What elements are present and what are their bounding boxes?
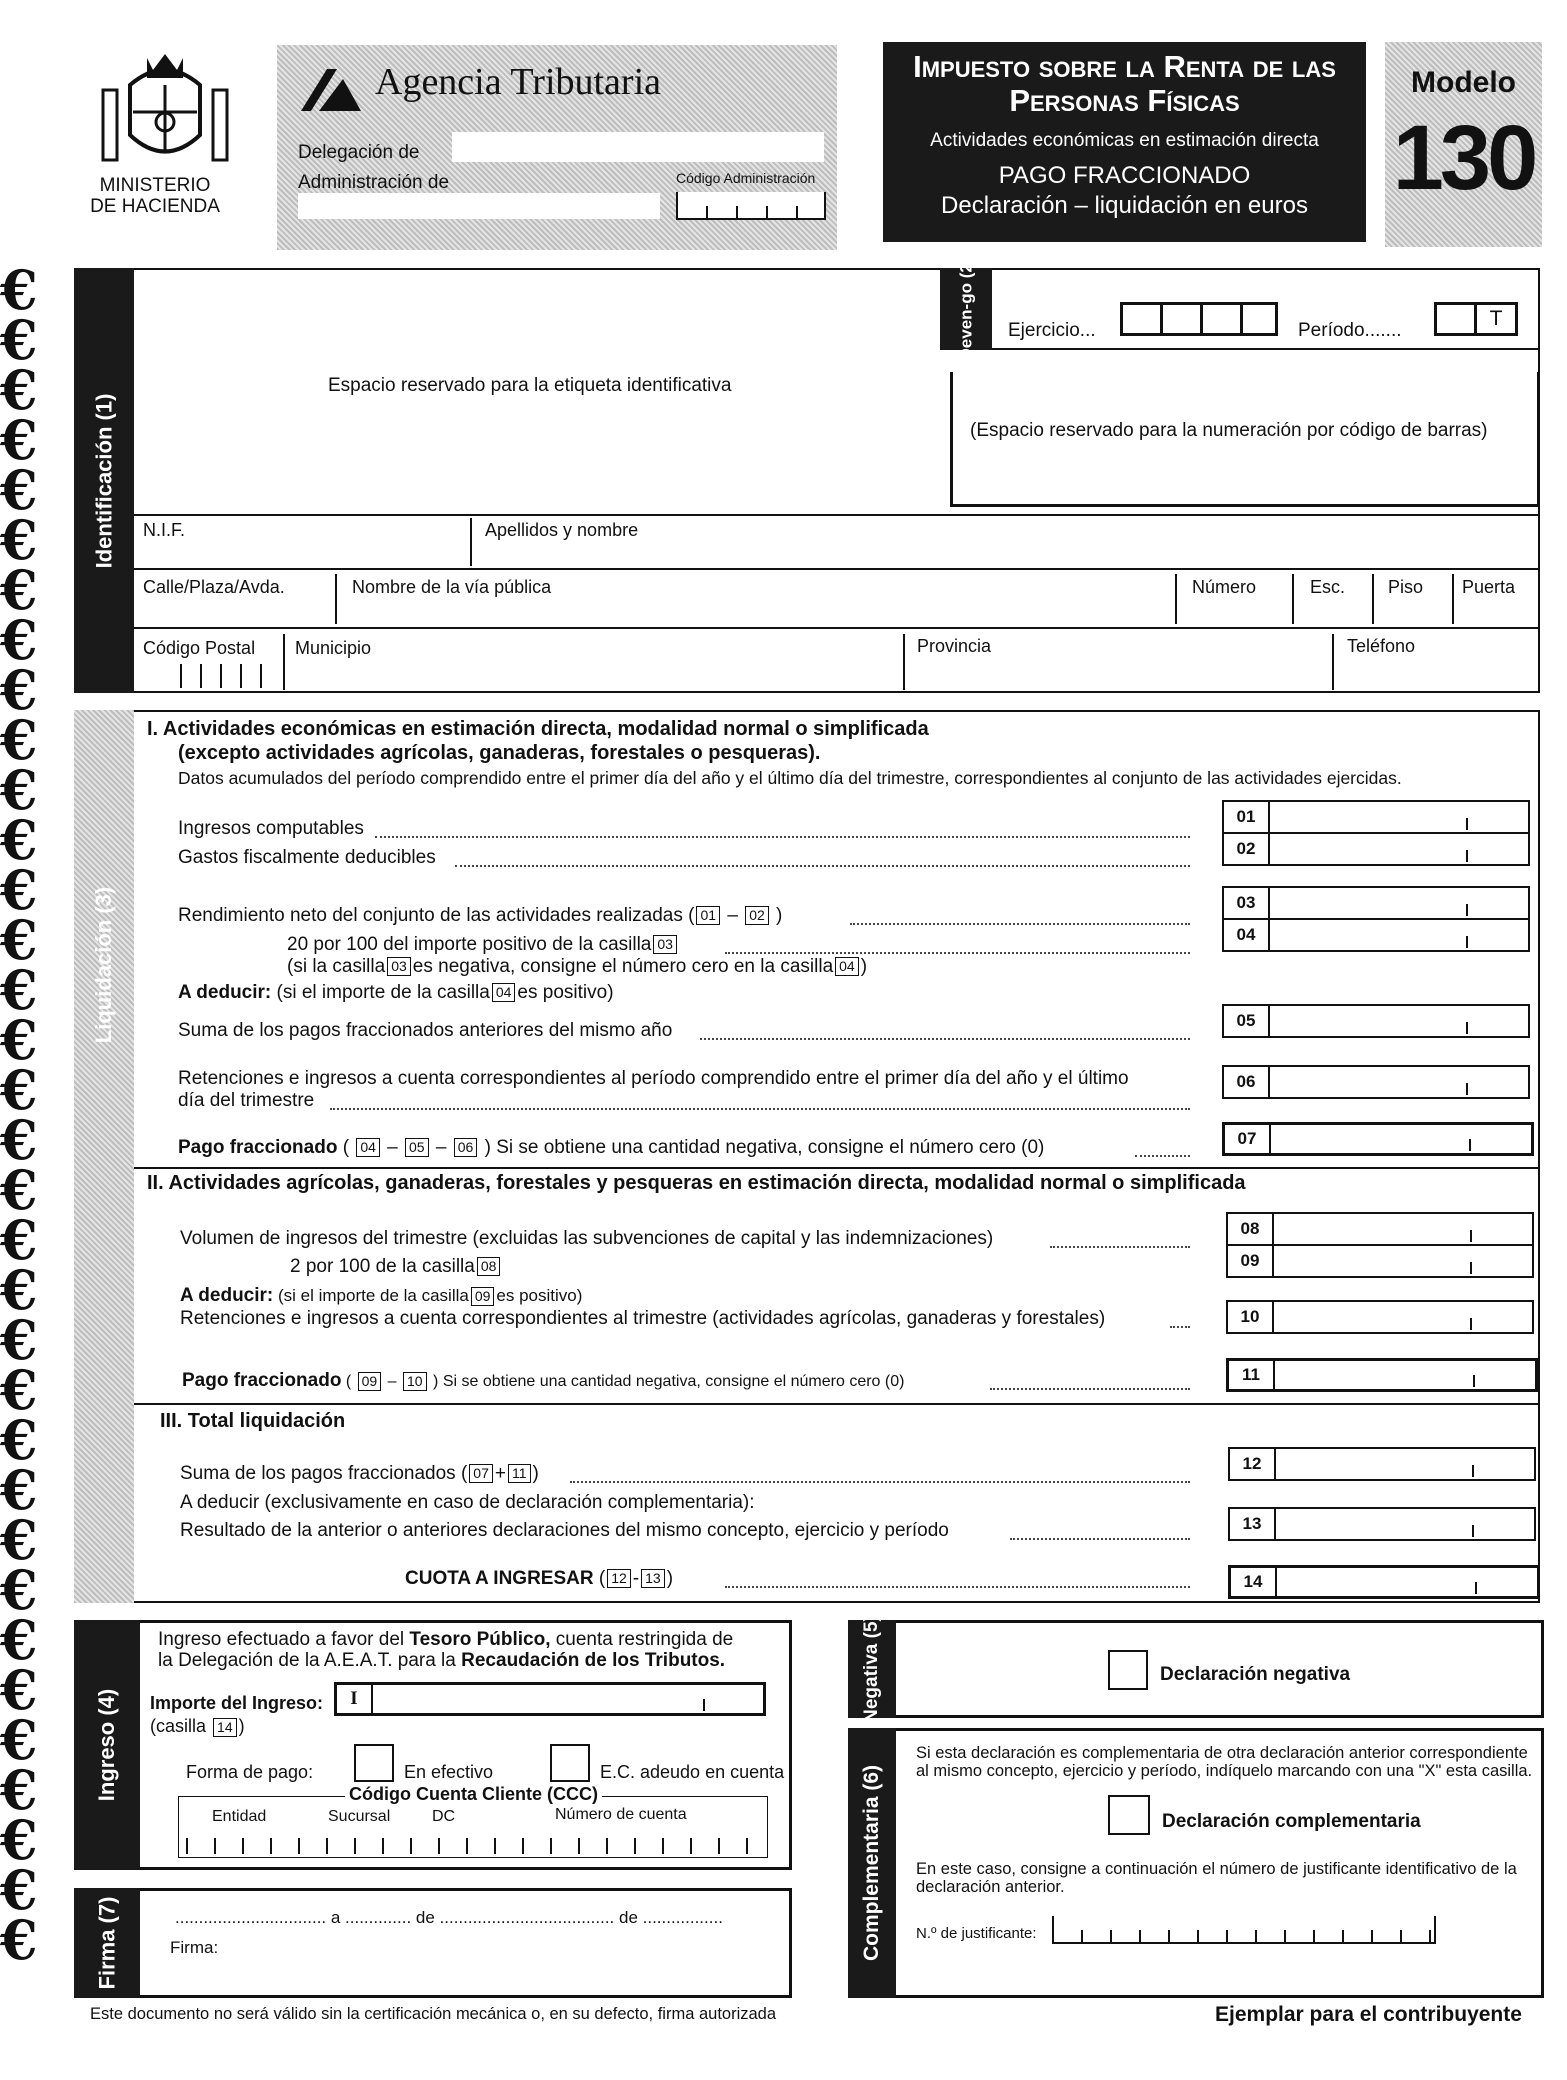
- retenciones-label-1: Retenciones e ingresos a cuenta correspondientes al período comprendido entre el primer día del año y el último: [178, 1068, 1129, 1089]
- complementaria-text: Si esta declaración es complementaria de otra declaración anterior correspondiente al mismo concepto, ejercicio y período, indíquelo marcando con una "X" esta casilla.: [916, 1744, 1533, 1780]
- title-pago: PAGO FRACCIONADO: [998, 162, 1251, 189]
- efectivo-checkbox[interactable]: [354, 1744, 394, 1782]
- ident-line-2: [134, 568, 1540, 570]
- apellidos-label: Apellidos y nombre: [485, 520, 639, 540]
- modelo-label: Modelo: [1411, 66, 1516, 99]
- ejercicio-label: Ejercicio...: [1008, 320, 1096, 341]
- liquidacion-side-label: Liquidación (3): [91, 886, 117, 1044]
- resultado-dots: [1010, 1538, 1190, 1540]
- section-1-title: I. Actividades económicas en estimación directa, modalidad normal o simplificada: [147, 718, 929, 740]
- esc-label: Esc.: [1310, 577, 1346, 597]
- firma-fecha[interactable]: ................................ a .............. de ..................................... de .................: [175, 1908, 723, 1927]
- ident-line-3: [134, 627, 1540, 629]
- cp-field[interactable]: [162, 664, 262, 688]
- casilla-05[interactable]: 05: [1222, 1004, 1530, 1038]
- importe-field[interactable]: [334, 1682, 766, 1716]
- numero-label: Número: [1192, 577, 1257, 597]
- casilla-11[interactable]: 11: [1226, 1358, 1538, 1392]
- casilla-13[interactable]: 13: [1228, 1507, 1536, 1541]
- ingreso-side: Ingreso (4): [74, 1620, 140, 1870]
- firma-side: Firma (7): [74, 1888, 140, 1998]
- etiqueta-text: Espacio reservado para la etiqueta identificativa: [328, 375, 732, 396]
- complementaria-checkbox[interactable]: [1108, 1795, 1150, 1835]
- cuota-dots: [725, 1586, 1190, 1588]
- via-label: Nombre de la vía pública: [352, 577, 552, 597]
- suma-prev-dots: [700, 1038, 1190, 1040]
- footer-copy: Ejemplar para el contribuyente: [1215, 2003, 1522, 2026]
- casilla-12[interactable]: 12: [1228, 1447, 1536, 1481]
- administracion-field[interactable]: [298, 193, 660, 219]
- title-declaracion: Declaración – liquidación en euros: [941, 192, 1308, 219]
- complementaria-side: Complementaria (6): [848, 1728, 896, 1998]
- pago-fraccionado-2: Pago fraccionado ( 09 – 10 ) Si se obtiene una cantidad negativa, consigne el número cero (0): [182, 1370, 905, 1391]
- forma-pago-label: Forma de pago:: [186, 1762, 314, 1782]
- ret-agr-label: Retenciones e ingresos a cuenta correspondientes al trimestre (actividades agrícolas, ganaderas y forestales): [180, 1308, 1106, 1329]
- efectivo-label: En efectivo: [404, 1762, 494, 1782]
- casilla-06[interactable]: 06: [1222, 1065, 1530, 1099]
- ccc-label: Código Cuenta Cliente (CCC): [345, 1784, 602, 1805]
- casilla-02[interactable]: 02: [1222, 832, 1530, 866]
- ident-divider: [1372, 574, 1374, 624]
- ingreso-line-1: Ingreso efectuado a favor del Tesoro Público, cuenta restringida de: [158, 1629, 734, 1650]
- nif-label: N.I.F.: [143, 520, 186, 540]
- firma-box: [140, 1888, 792, 1998]
- ident-divider: [1332, 634, 1334, 690]
- volumen-label: Volumen de ingresos del trimestre (excluidas las subvenciones de capital y las indemnizaciones): [180, 1228, 994, 1249]
- section-divider: [134, 1167, 1540, 1169]
- rendimiento-label: Rendimiento neto del conjunto de las actividades realizadas ( 01 – 02 ): [178, 905, 783, 926]
- periodo-field[interactable]: [1434, 302, 1518, 336]
- casilla-14[interactable]: 14: [1228, 1565, 1540, 1599]
- cp-label: Código Postal: [143, 638, 256, 658]
- casilla-14-ref: (casilla 14 ): [150, 1716, 245, 1736]
- ident-divider: [1292, 574, 1294, 624]
- agency-name: Agencia Tributaria: [375, 61, 662, 103]
- pago2-dots: [990, 1388, 1190, 1390]
- section-1-note: Datos acumulados del período comprendido entre el primer día del año y el último día del trimestre, correspondientes al conjunto de las actividades ejercidas.: [178, 768, 1402, 788]
- ministry-logo: [95, 50, 235, 170]
- ident-divider: [1175, 574, 1177, 624]
- codigo-admin-field[interactable]: [676, 192, 826, 220]
- retenciones-label-2: día del trimestre: [178, 1090, 315, 1111]
- title-line-2: Personas Físicas: [1009, 83, 1240, 118]
- deducir-2-label: A deducir: (si el importe de la casilla 09 es positivo): [180, 1285, 583, 1306]
- provincia-label: Provincia: [917, 636, 992, 656]
- delegacion-label: Delegación de: [298, 142, 420, 163]
- ministry-name: [55, 175, 255, 217]
- importe-label: Importe del Ingreso:: [150, 1693, 324, 1713]
- cuota-label: CUOTA A INGRESAR ( 12 - 13 ): [405, 1568, 674, 1589]
- pct2-label: 2 por 100 de la casilla 08: [290, 1256, 502, 1278]
- volumen-dots: [1050, 1246, 1190, 1248]
- ministry-line-2: DE HACIENDA: [90, 196, 220, 217]
- entidad-label: Entidad: [212, 1808, 267, 1825]
- casilla-09[interactable]: 09: [1226, 1244, 1534, 1278]
- pago1-dots: [1135, 1155, 1190, 1157]
- telefono-label: Teléfono: [1347, 636, 1416, 656]
- negativa-label: Declaración negativa: [1160, 1664, 1351, 1685]
- barcode-text: (Espacio reservado para la numeración por código de barras): [970, 420, 1488, 441]
- ejercicio-field[interactable]: [1120, 302, 1278, 336]
- section-divider: [134, 1403, 1540, 1405]
- deducir-label: A deducir: (si el importe de la casilla 04 es positivo): [178, 982, 614, 1003]
- suma-pf-label: Suma de los pagos fraccionados ( 07 + 11 ): [180, 1463, 539, 1484]
- suma-prev-label: Suma de los pagos fraccionados anteriores del mismo año: [178, 1020, 673, 1041]
- ident-line-1: [134, 514, 1540, 516]
- title-subtitle: Actividades económicas en estimación directa: [930, 130, 1319, 151]
- ident-divider: [903, 634, 905, 690]
- agency-logo-icon: [297, 65, 367, 121]
- casilla-08[interactable]: 08: [1226, 1212, 1534, 1246]
- euro-border: € € € € € € € € € € € € € € € € € € € € € € € € € € € € € € € € € €: [0, 265, 38, 1972]
- ident-divider: [335, 574, 337, 624]
- complementaria-text-2: En este caso, consigne a continuación el número de justificante identificativo de la declaración anterior.: [916, 1860, 1517, 1896]
- ingreso-line-2: la Delegación de la A.E.A.T. para la Recaudación de los Tributos.: [158, 1650, 726, 1671]
- pct20-dots: [725, 952, 1190, 954]
- negativa-checkbox[interactable]: [1108, 1650, 1148, 1690]
- coat-of-arms-icon: [95, 50, 235, 170]
- periodo-t: T: [1489, 307, 1503, 330]
- casilla-07[interactable]: 07: [1222, 1122, 1534, 1156]
- ident-divider: [470, 518, 472, 566]
- title-panel: [883, 42, 1366, 242]
- title-line-1: Impuesto sobre la Renta de las: [913, 49, 1336, 84]
- casilla-10[interactable]: 10: [1226, 1300, 1534, 1334]
- pct20-label: 20 por 100 del importe positivo de la casilla 03: [287, 934, 679, 956]
- section-2-title: II. Actividades agrícolas, ganaderas, forestales y pesqueras en estimación directa, modalidad normal o simplificada: [147, 1172, 1246, 1194]
- rendimiento-dots: [850, 923, 1190, 925]
- firma-label: Firma:: [170, 1938, 219, 1957]
- justificante-label: N.º de justificante:: [916, 1925, 1037, 1942]
- casilla-01[interactable]: 01: [1222, 800, 1530, 834]
- dc-label: DC: [432, 1808, 456, 1825]
- ministry-line-1: MINISTERIO: [99, 175, 211, 196]
- negativa-side: Negativa (5): [848, 1620, 896, 1718]
- piso-label: Piso: [1388, 577, 1424, 597]
- ccc-field[interactable]: [186, 1838, 756, 1854]
- pago-fraccionado-1: Pago fraccionado ( 04 – 05 – 06 ) Si se obtiene una cantidad negativa, consigne el número cero (0): [178, 1137, 1045, 1158]
- pct20-note: (si la casilla 03 es negativa, consigne el número cero en la casilla 04 ): [287, 956, 868, 977]
- retenciones-dots: [330, 1108, 1190, 1110]
- justificante-field[interactable]: [1052, 1916, 1436, 1944]
- adeudo-label: E.C. adeudo en cuenta: [600, 1762, 785, 1782]
- municipio-label: Municipio: [295, 638, 372, 658]
- complementaria-label: Declaración complementaria: [1162, 1811, 1421, 1832]
- section-1-subtitle: (excepto actividades agrícolas, ganaderas, forestales o pesqueras).: [178, 742, 821, 764]
- sucursal-label: Sucursal: [328, 1808, 391, 1825]
- delegacion-field[interactable]: [452, 132, 824, 162]
- deducir-comp-label: A deducir (exclusivamente en caso de declaración complementaria):: [180, 1492, 755, 1513]
- modelo-number: 130: [1392, 107, 1535, 209]
- ret-agr-dots: [1170, 1326, 1190, 1328]
- ingresos-dots: [375, 836, 1190, 838]
- periodo-label: Período.......: [1298, 320, 1402, 341]
- ingresos-label: Ingresos computables: [178, 818, 364, 839]
- adeudo-checkbox[interactable]: [550, 1744, 590, 1782]
- identificacion-side: Identificación (1): [74, 268, 134, 693]
- importe-i: I: [337, 1685, 373, 1713]
- calle-label: Calle/Plaza/Avda.: [143, 577, 285, 597]
- resultado-label: Resultado de la anterior o anteriores declaraciones del mismo concepto, ejercicio y período: [180, 1520, 949, 1541]
- cuenta-label: Número de cuenta: [555, 1806, 687, 1823]
- gastos-label: Gastos fiscalmente deducibles: [178, 847, 436, 868]
- footer-note: Este documento no será válido sin la certificación mecánica o, en su defecto, firma autorizada: [90, 2005, 777, 2023]
- casilla-04[interactable]: 04: [1222, 918, 1530, 952]
- devengo-side: Deven-go (2): [940, 268, 992, 350]
- ident-divider: [1452, 574, 1454, 624]
- suma-pf-dots: [570, 1481, 1190, 1483]
- section-3-title: III. Total liquidación: [160, 1410, 346, 1432]
- codigo-admin-label: Código Administración: [676, 170, 816, 186]
- casilla-03[interactable]: 03: [1222, 886, 1530, 920]
- gastos-dots: [455, 865, 1190, 867]
- ident-divider: [283, 634, 285, 690]
- puerta-label: Puerta: [1462, 577, 1516, 597]
- administracion-label: Administración de: [298, 172, 450, 193]
